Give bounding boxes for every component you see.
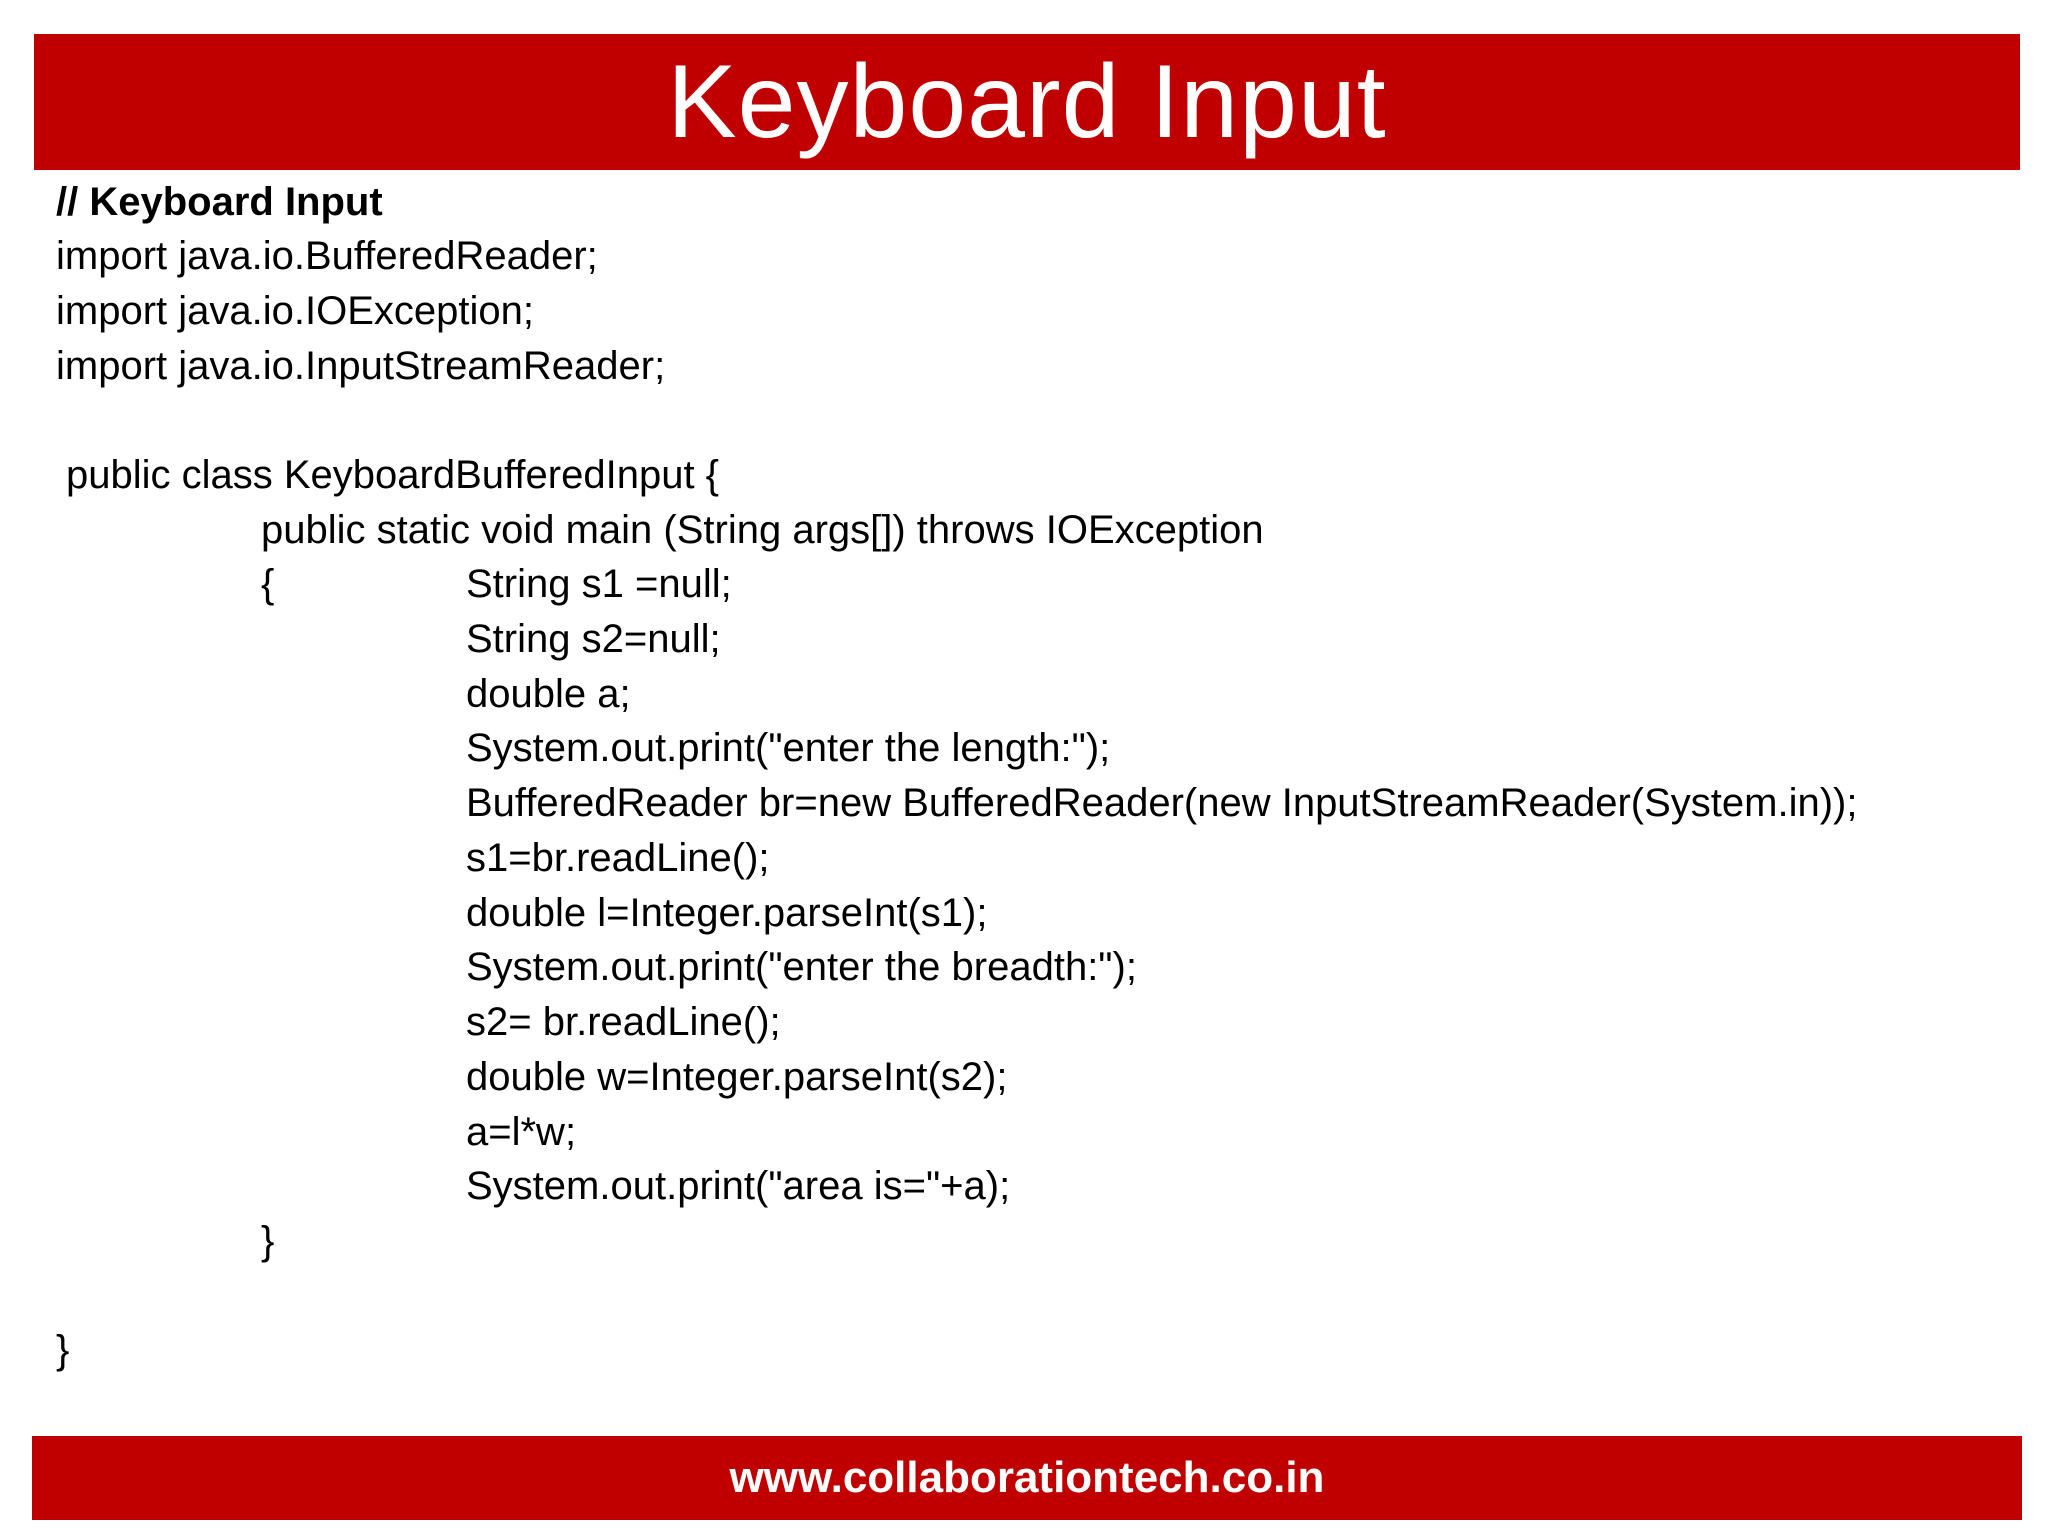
code-statement: System.out.print("area is="+a); bbox=[466, 1164, 1011, 1208]
title-banner bbox=[34, 34, 2020, 170]
code-statement: double a; bbox=[466, 672, 631, 716]
code-statement: String s1 =null; bbox=[466, 562, 732, 606]
code-statement: System.out.print("enter the length:"); bbox=[466, 726, 1111, 770]
code-main-declaration: public static void main (String args[]) throws IOException bbox=[261, 508, 1264, 552]
code-close-class-brace: } bbox=[56, 1328, 70, 1372]
code-open-brace: { bbox=[261, 562, 275, 606]
code-statement: String s2=null; bbox=[466, 617, 721, 661]
code-statement: double l=Integer.parseInt(s1); bbox=[466, 891, 988, 935]
code-statement: System.out.print("enter the breadth:"); bbox=[466, 945, 1137, 989]
footer-url: www.collaborationtech.co.in bbox=[729, 1453, 1325, 1502]
footer-banner bbox=[32, 1436, 2022, 1520]
code-close-method-brace: } bbox=[261, 1219, 275, 1263]
code-import-line: import java.io.IOException; bbox=[56, 289, 534, 333]
code-statement: s2= br.readLine(); bbox=[466, 1000, 781, 1044]
code-statement: double w=Integer.parseInt(s2); bbox=[466, 1055, 1008, 1099]
code-import-line: import java.io.BufferedReader; bbox=[56, 234, 598, 278]
code-import-line: import java.io.InputStreamReader; bbox=[56, 344, 666, 388]
code-statement: s1=br.readLine(); bbox=[466, 836, 770, 880]
code-class-declaration: public class KeyboardBufferedInput { bbox=[66, 453, 720, 497]
code-statement: BufferedReader br=new BufferedReader(new InputStreamReader(System.in)); bbox=[466, 781, 1858, 825]
code-comment: // Keyboard Input bbox=[56, 180, 383, 224]
code-statement: a=l*w; bbox=[466, 1110, 577, 1154]
slide-title: Keyboard Input bbox=[667, 44, 1387, 160]
